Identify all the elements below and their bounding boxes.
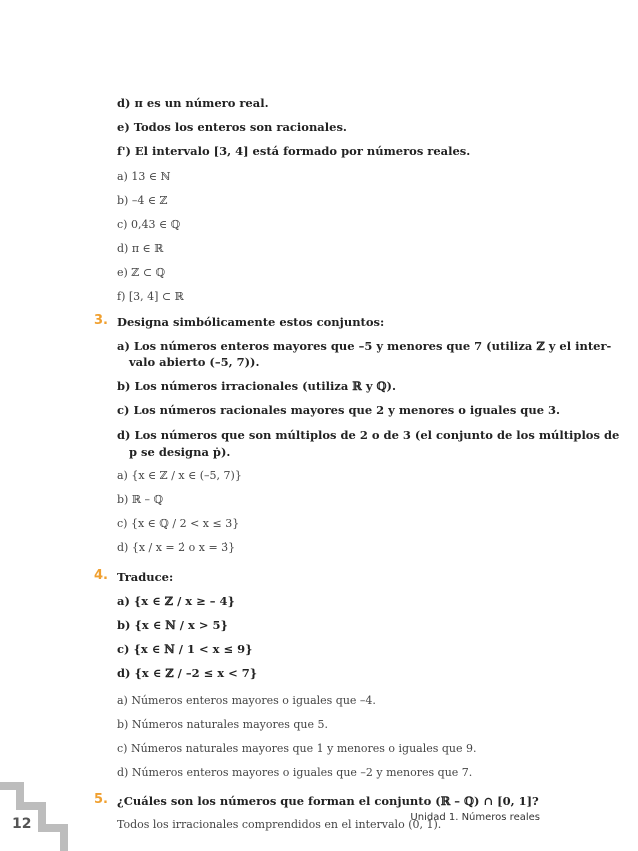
question-3-number: 3. bbox=[94, 313, 108, 328]
page-number: 12 bbox=[12, 816, 32, 832]
q3-item-d: d) Los números que son múltiplos de 2 o de 3 (el conjunto de los múltiplos de bbox=[117, 428, 620, 442]
question-5-number: 5. bbox=[94, 792, 108, 807]
q4-answer-c: c) Números naturales mayores que 1 y menores o iguales que 9. bbox=[117, 742, 477, 755]
answer-a: a) 13 ∈ ℕ bbox=[117, 170, 171, 183]
q3-item-b: b) Los números irracionales (utiliza ℝ y ℚ). bbox=[117, 379, 397, 393]
answer-c: c) 0,43 ∈ ℚ bbox=[117, 218, 181, 231]
question-4-number: 4. bbox=[94, 568, 108, 583]
q3-item-d-cont: p se designa ṗ). bbox=[129, 445, 231, 459]
q5-answer: Todos los irracionales comprendidos en el intervalo (0, 1). bbox=[117, 818, 442, 831]
question-3-title: Designa simbólicamente estos conjuntos: bbox=[117, 315, 385, 329]
q4-item-c: c) {x ∈ ℕ / 1 < x ≤ 9} bbox=[117, 642, 253, 656]
q3-answer-a: a) {x ∈ ℤ / x ∈ (–5, 7)} bbox=[117, 469, 242, 482]
statement-d: d) π es un número real. bbox=[117, 96, 269, 110]
answer-f: f) [3, 4] ⊂ ℝ bbox=[117, 290, 184, 303]
question-4-title: Traduce: bbox=[117, 570, 174, 584]
q3-item-c: c) Los números racionales mayores que 2 y menores o iguales que 3. bbox=[117, 403, 561, 417]
q3-item-a: a) Los números enteros mayores que –5 y menores que 7 (utiliza ℤ y el inter- bbox=[117, 339, 612, 353]
q4-item-a: a) {x ∈ ℤ / x ≥ – 4} bbox=[117, 594, 235, 608]
q4-answer-a: a) Números enteros mayores o iguales que –4. bbox=[117, 694, 376, 707]
statement-f: f') El intervalo [3, 4] está formado por números reales. bbox=[117, 144, 471, 158]
answer-d: d) π ∈ ℝ bbox=[117, 242, 164, 255]
q3-answer-d: d) {x / x = 2̇ o x = 3̇} bbox=[117, 541, 236, 554]
statement-e: e) Todos los enteros son racionales. bbox=[117, 120, 347, 134]
answer-b: b) –4 ∈ ℤ bbox=[117, 194, 168, 207]
q3-answer-b: b) ℝ – ℚ bbox=[117, 493, 164, 506]
q3-answer-c: c) {x ∈ ℚ / 2 < x ≤ 3} bbox=[117, 517, 240, 530]
footer-unit-title: Unidad 1. Números reales bbox=[410, 812, 540, 823]
q4-answer-b: b) Números naturales mayores que 5. bbox=[117, 718, 328, 731]
q3-item-a-cont: valo abierto (–5, 7)). bbox=[129, 355, 260, 369]
q4-item-b: b) {x ∈ ℕ / x > 5} bbox=[117, 618, 228, 632]
q4-answer-d: d) Números enteros mayores o iguales que –2 y menores que 7. bbox=[117, 766, 473, 779]
q4-item-d: d) {x ∈ ℤ / –2 ≤ x < 7} bbox=[117, 666, 258, 680]
answer-e: e) ℤ ⊂ ℚ bbox=[117, 266, 166, 279]
question-5-title: ¿Cuáles son los números que forman el conjunto (ℝ – ℚ) ∩ [0, 1]? bbox=[117, 794, 539, 808]
